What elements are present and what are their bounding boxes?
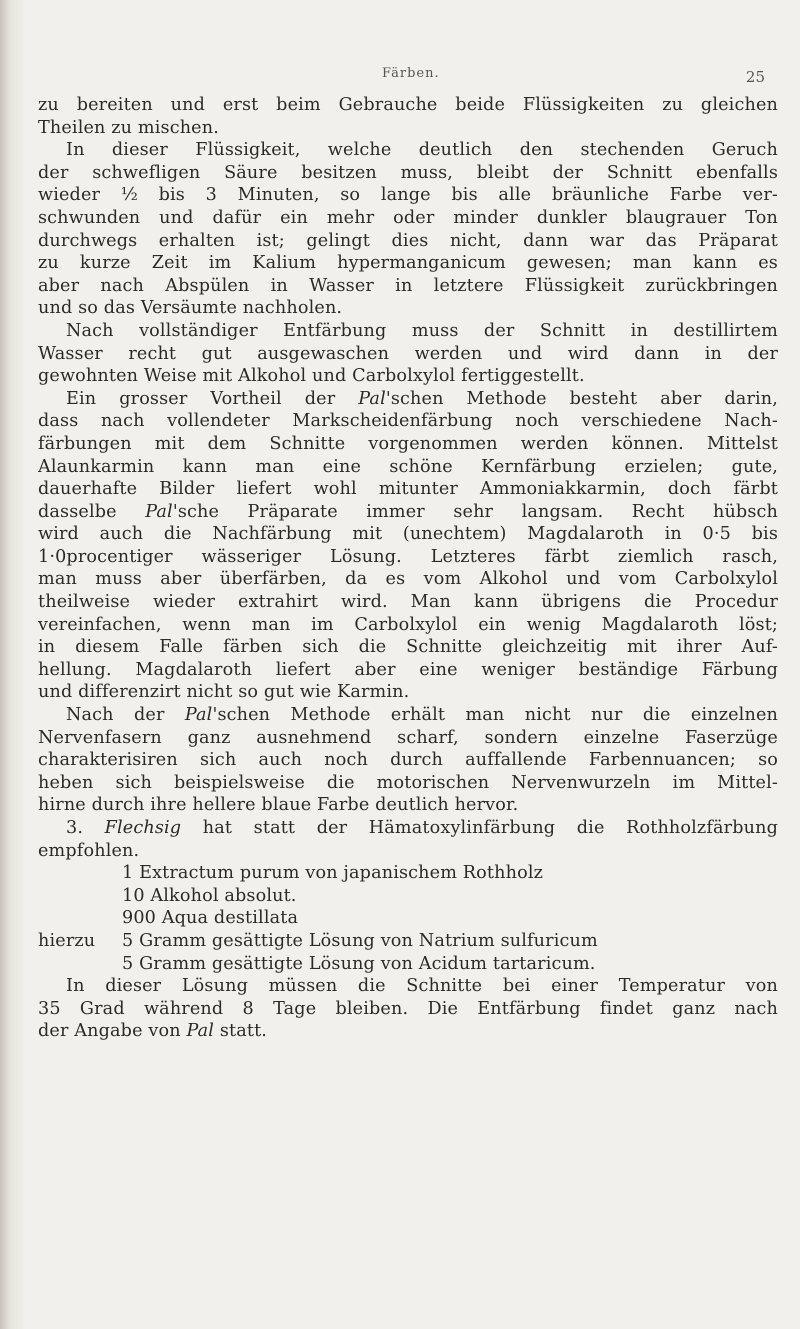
recipe-item: hierzu 5 Gramm gesättigte Lösung von Natrium sulfuricum	[38, 930, 598, 951]
page-number: 25	[745, 68, 765, 86]
recipe-item: 10 Alkohol absolut.	[122, 885, 297, 906]
text-line: heben sich beispielsweise die motorischen Nervenwurzeln im Mittel-	[38, 772, 778, 793]
text-line: 3. Flechsig hat statt der Hämatoxylinfärbung die Rothholzfärbung	[66, 818, 778, 838]
text-line: Nach vollständiger Entfärbung muss der Schnitt in destillirtem	[66, 320, 778, 341]
text-line: wird auch die Nachfärbung mit (unechtem) Magdalaroth in 0·5 bis	[38, 524, 778, 545]
recipe-item: 5 Gramm gesättigte Lösung von Acidum tartaricum.	[122, 953, 596, 974]
text-line: Nervenfasern ganz ausnehmend scharf, sondern einzelne Faserzüge	[38, 727, 778, 748]
text-line: dasselbe Pal'sche Präparate immer sehr langsam. Recht hübsch	[38, 501, 778, 522]
recipe-item: 1 Extractum purum von japanischem Rothholz	[122, 863, 544, 884]
text-line: vereinfachen, wenn man im Carbolxylol ein wenig Magdalaroth löst;	[38, 614, 778, 635]
author-name: Pal	[184, 705, 213, 726]
text-line: wieder ½ bis 3 Minuten, so lange bis alle bräunliche Farbe ver-	[38, 185, 778, 206]
body-text	[38, 94, 778, 1043]
running-title: Färben.	[382, 66, 440, 81]
text-line: hellung. Magdalaroth liefert aber eine weniger beständige Färbung	[38, 659, 778, 680]
page-header	[0, 66, 800, 86]
text-line: In dieser Flüssigkeit, welche deutlich den stechenden Geruch	[66, 140, 778, 161]
text-line: zu kurze Zeit im Kalium hypermanganicum gewesen; man kann es	[38, 253, 778, 274]
text-line: Alaunkarmin kann man eine schöne Kernfärbung erzielen; gute,	[38, 456, 778, 477]
text-line: und so das Versäumte nachholen.	[38, 298, 343, 319]
text-line: hirne durch ihre hellere blaue Farbe deutlich hervor.	[38, 795, 519, 816]
text-line: durchwegs erhalten ist; gelingt dies nicht, dann war das Präparat	[38, 230, 778, 251]
text-line: charakterisiren sich auch noch durch auffallende Farbennuancen; so	[38, 750, 778, 771]
text-line: schwunden und dafür ein mehr oder minder dunkler blaugrauer Ton	[38, 207, 778, 228]
text-line: man muss aber überfärben, da es vom Alkohol und vom Carbolxylol	[38, 569, 778, 590]
text-line: Theilen zu mischen.	[38, 117, 219, 138]
text-line: Ein grosser Vortheil der Pal'schen Methode besteht aber darin,	[66, 388, 778, 409]
text-line: 1·0procentiger wässeriger Lösung. Letzteres färbt ziemlich rasch,	[38, 546, 778, 567]
text-line: 35 Grad während 8 Tage bleiben. Die Entfärbung findet ganz nach	[38, 998, 778, 1019]
text-line: Wasser recht gut ausgewaschen werden und wird dann in der	[38, 343, 778, 364]
author-name: Pal	[186, 1021, 215, 1042]
text-line: der Angabe von Pal statt.	[38, 1021, 268, 1042]
text-line: gewohnten Weise mit Alkohol und Carbolxylol fertiggestellt.	[38, 366, 585, 387]
recipe-lead-word: hierzu	[38, 930, 96, 951]
text-line: zu bereiten und erst beim Gebrauche beide Flüssigkeiten zu gleichen	[38, 95, 778, 115]
text-line: dauerhafte Bilder liefert wohl mitunter Ammoniakkarmin, doch färbt	[38, 479, 778, 500]
author-name: Pal	[145, 501, 173, 522]
text-line: färbungen mit dem Schnitte vorgenommen werden können. Mittelst	[38, 433, 778, 454]
author-name: Pal	[358, 388, 386, 409]
recipe-item: 900 Aqua destillata	[122, 908, 299, 929]
text-line: Nach der Pal'schen Methode erhält man nicht nur die einzelnen	[66, 705, 778, 726]
text-line: dass nach vollendeter Markscheidenfärbung noch verschiedene Nach-	[38, 411, 778, 432]
text-line: und differenzirt nicht so gut wie Karmin.	[38, 682, 410, 703]
text-line: aber nach Abspülen in Wasser in letztere Flüssigkeit zurückbringen	[38, 275, 778, 296]
text-line: In dieser Lösung müssen die Schnitte bei einer Temperatur von	[66, 976, 778, 997]
text-line: der schwefligen Säure besitzen muss, bleibt der Schnitt ebenfalls	[38, 162, 778, 183]
text-line: theilweise wieder extrahirt wird. Man kann übrigens die Procedur	[38, 592, 778, 613]
author-name: Flechsig	[104, 818, 182, 838]
text-line: empfohlen.	[38, 840, 140, 861]
text-line: in diesem Falle färben sich die Schnitte gleichzeitig mit ihrer Auf-	[38, 637, 778, 658]
